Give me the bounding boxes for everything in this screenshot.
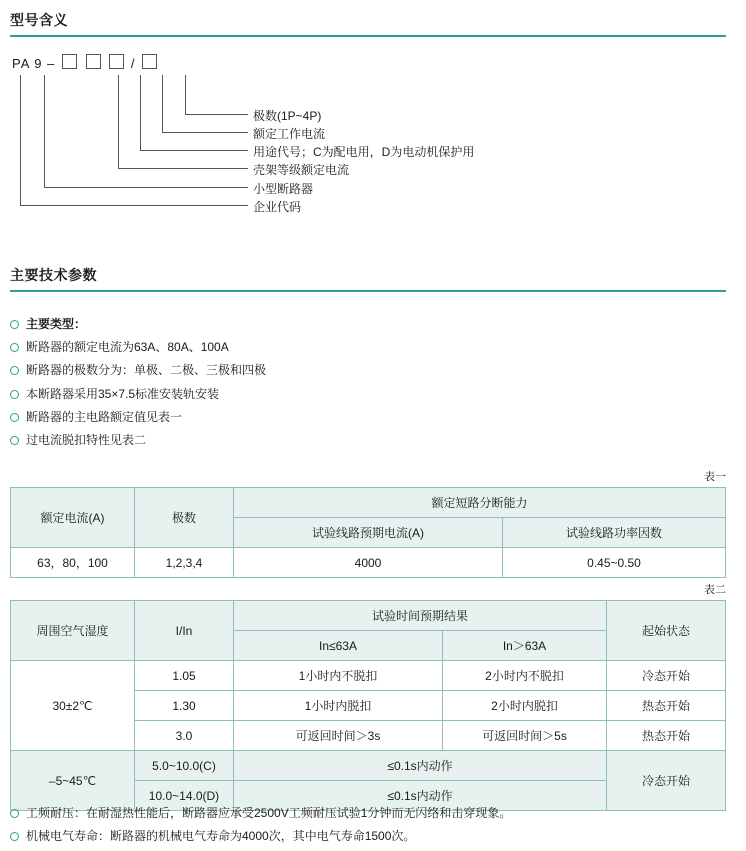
- section-rule-2: [10, 290, 726, 292]
- td-poles: 1,2,3,4: [135, 548, 234, 578]
- lead-label-frame-rated-current: 壳架等级额定电流: [253, 163, 350, 177]
- td-state: 冷态开始: [607, 661, 726, 691]
- td-i-in: 1.05: [135, 661, 234, 691]
- td-state: 热态开始: [607, 721, 726, 751]
- lead-label-rated-working-current: 额定工作电流: [253, 127, 326, 141]
- footnote-list: [10, 805, 726, 851]
- td-le63: 1小时内脱扣: [234, 691, 443, 721]
- bullet-text: 断路器的主电路额定值见表一: [26, 409, 183, 424]
- model-code-diagram: [10, 48, 726, 238]
- td-le63: 可返回时间＞3s: [234, 721, 443, 751]
- bullet-circle-icon: [10, 809, 19, 818]
- table-row: [11, 488, 726, 518]
- bullet-text: 主要类型：: [26, 317, 87, 331]
- td-merged-trip-time: ≤0.1s内动作: [234, 781, 607, 811]
- table-row: [11, 661, 726, 691]
- td-ambient-30c: 30±2℃: [11, 661, 135, 751]
- footnote-item: [10, 805, 726, 821]
- lead-label-usage-code: 用途代号；C为配电用，D为电动机保护用: [253, 145, 475, 159]
- th-rated-current: 额定电流(A): [11, 488, 135, 548]
- th-poles: 极数: [135, 488, 234, 548]
- bullet-circle-icon: [10, 413, 19, 422]
- th-breaking-capacity: 额定短路分断能力: [234, 488, 726, 518]
- bullet-circle-icon: [10, 366, 19, 375]
- table1-caption: 表一: [704, 471, 726, 483]
- td-gt63: 2小时内不脱扣: [443, 661, 607, 691]
- td-state: 冷态开始: [607, 751, 726, 811]
- bullet-text: 断路器的极数分为：单极、二极、三极和四极: [26, 363, 267, 378]
- table-row: [11, 751, 726, 781]
- td-ambient-minus5c: –5~45℃: [11, 751, 135, 811]
- model-code-slash: /: [130, 56, 136, 71]
- td-gt63: 可返回时间＞5s: [443, 721, 607, 751]
- section-rule: [10, 35, 726, 37]
- td-state: 热态开始: [607, 691, 726, 721]
- bullet-item: [10, 432, 726, 448]
- footnote-text: 工频耐压：在耐湿热性能后，断路器应承受2500V工频耐压试验1分钟而无闪络和击穿现象。: [26, 806, 512, 820]
- table-row: [11, 548, 726, 578]
- th-ambient-humidity: 周围空气湿度: [11, 601, 135, 661]
- lead-label-mini-breaker: 小型断路器: [253, 182, 314, 196]
- section-heading-model-meaning: [10, 10, 726, 37]
- table-rated-values: [10, 487, 726, 578]
- th-i-in: I/In: [135, 601, 234, 661]
- td-i-in: 10.0~14.0(D): [135, 781, 234, 811]
- td-rated-current: 63，80，100: [11, 548, 135, 578]
- model-code-prefix: PA 9 –: [12, 56, 56, 71]
- th-test-time-result: 试验时间预期结果: [234, 601, 607, 631]
- section-title: 型号含义: [10, 12, 68, 28]
- bullet-circle-icon: [10, 320, 19, 329]
- table-row: [11, 601, 726, 631]
- main-specs-bullet-list: [10, 316, 726, 455]
- th-in-gt-63: In＞63A: [443, 631, 607, 661]
- th-power-factor: 试验线路功率因数: [503, 518, 726, 548]
- bullet-text: 断路器的额定电流为63A、80A、100A: [26, 340, 229, 355]
- bullet-item: [10, 339, 726, 355]
- td-gt63: 2小时内脱扣: [443, 691, 607, 721]
- td-le63: 1小时内不脱扣: [234, 661, 443, 691]
- section-title-2: 主要技术参数: [10, 267, 97, 283]
- bullet-circle-icon: [10, 436, 19, 445]
- bullet-text: 过电流脱扣特性见表二: [26, 432, 147, 447]
- table-overcurrent-trip: [10, 600, 726, 811]
- footnote-text: 机械电气寿命：断路器的机械电气寿命为4000次，其中电气寿命1500次。: [26, 829, 416, 844]
- lead-label-company-code: 企业代码: [253, 200, 302, 214]
- th-initial-state: 起始状态: [607, 601, 726, 661]
- th-expected-current: 试验线路预期电流(A): [234, 518, 503, 548]
- bullet-item: [10, 386, 726, 402]
- td-i-in: 3.0: [135, 721, 234, 751]
- td-i-in: 1.30: [135, 691, 234, 721]
- bullet-circle-icon: [10, 343, 19, 352]
- section-heading-main-specs: [10, 265, 726, 292]
- td-expected-current: 4000: [234, 548, 503, 578]
- th-in-le-63: In≤63A: [234, 631, 443, 661]
- table2-caption: 表二: [704, 584, 726, 596]
- bullet-circle-icon: [10, 390, 19, 399]
- footnote-item: [10, 828, 726, 844]
- bullet-text: 本断路器采用35×7.5标准安装轨安装: [26, 386, 220, 401]
- bullet-item: [10, 409, 726, 425]
- td-power-factor: 0.45~0.50: [503, 548, 726, 578]
- bullet-item: [10, 362, 726, 378]
- bullet-circle-icon: [10, 832, 19, 841]
- bullet-item: [10, 316, 726, 332]
- lead-label-poles: 极数(1P~4P): [253, 109, 322, 123]
- td-i-in: 5.0~10.0(C): [135, 751, 234, 781]
- td-merged-trip-time: ≤0.1s内动作: [234, 751, 607, 781]
